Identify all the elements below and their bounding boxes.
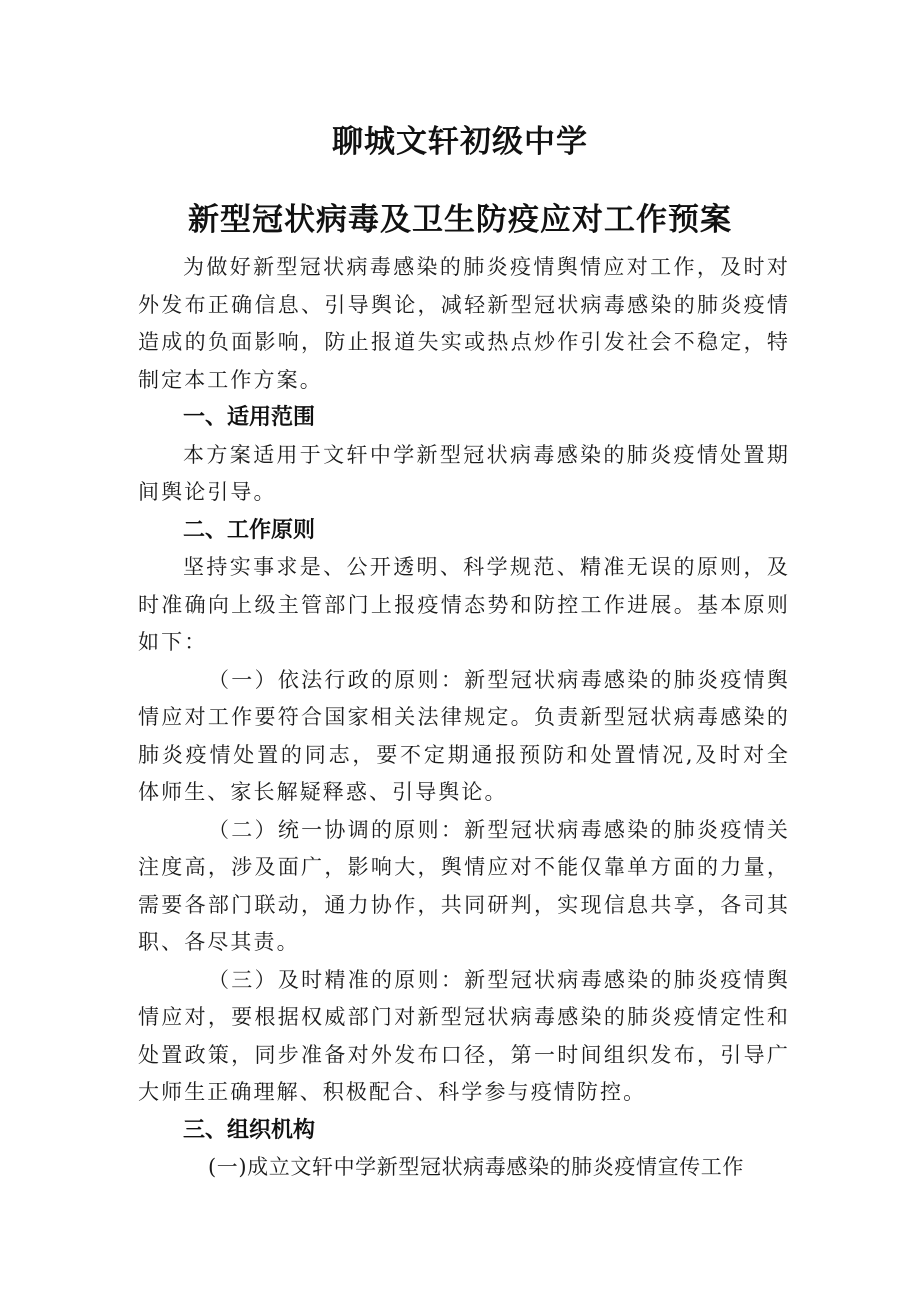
organization-paragraph: (一)成立文轩中学新型冠状病毒感染的肺炎疫情宣传工作 — [208, 1155, 744, 1179]
principle-item-timely: （三）及时精准的原则：新型冠状病毒感染的肺炎疫情舆情应对，要根据权威部门对新型冠状病毒感染的肺炎疫情定性和处置政策，同步准备对外发布口径，第一时间组织发布，引导广大师生正确理解、积极配合、科学参与疫情防控。 — [138, 967, 790, 1104]
section-heading-organization: 三、组织机构 — [183, 1117, 316, 1143]
document-body — [138, 249, 790, 1187]
scope-paragraph: 本方案适用于文轩中学新型冠状病毒感染的肺炎疫情处置期间舆论引导。 — [138, 442, 790, 504]
intro-paragraph: 为做好新型冠状病毒感染的肺炎疫情舆情应对工作，及时对外发布正确信息、引导舆论，减轻新型冠状病毒感染的肺炎疫情造成的负面影响，防止报道失实或热点炒作引发社会不稳定，特制定本工作方案。 — [138, 255, 790, 392]
school-title: 聊城文轩初级中学 — [332, 124, 588, 160]
principles-paragraph: 坚持实事求是、公开透明、科学规范、精准无误的原则，及时准确向上级主管部门上报疫情态势和防控工作进展。基本原则如下： — [138, 555, 790, 654]
section-heading-scope: 一、适用范围 — [183, 405, 316, 430]
plan-title: 新型冠状病毒及卫生防疫应对工作预案 — [188, 202, 732, 238]
principle-item-lawful: （一）依法行政的原则：新型冠状病毒感染的肺炎疫情舆情应对工作要符合国家相关法律规定。负责新型冠状病毒感染的肺炎疫情处置的同志，要不定期通报预防和处置情况,及时对全体师生、家长解疑释惑、引导舆论。 — [138, 667, 790, 804]
principle-item-coordination: （二）统一协调的原则：新型冠状病毒感染的肺炎疫情关注度高，涉及面广，影响大，舆情应对不能仅靠单方面的力量，需要各部门联动，通力协作，共同研判，实现信息共享，各司其职、各尽其责。 — [138, 817, 790, 954]
section-heading-principles: 二、工作原则 — [183, 517, 316, 543]
